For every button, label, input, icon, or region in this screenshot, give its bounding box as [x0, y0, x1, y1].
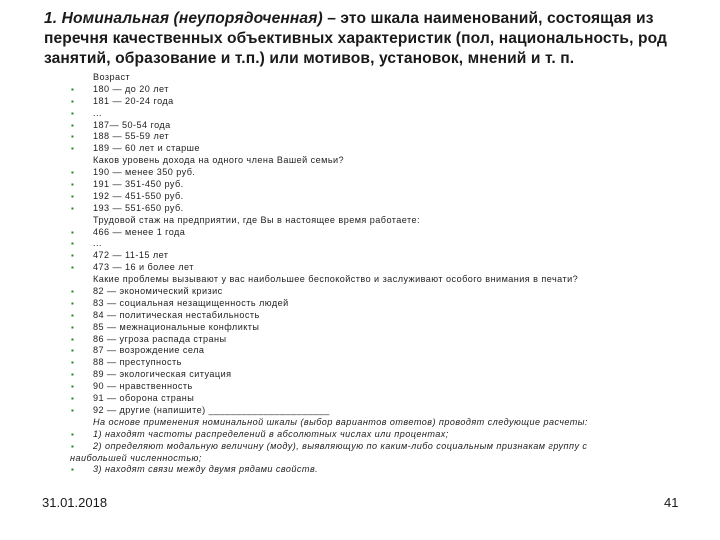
line-text: Трудовой стаж на предприятии, где Вы в настоящее время работаете:	[93, 214, 420, 225]
questionnaire-lines	[0, 72, 720, 476]
text-line	[0, 441, 720, 453]
line-text: 88 — преступность	[93, 357, 182, 368]
line-text: 3) находят связи между двумя рядами свойств.	[93, 464, 319, 475]
line-text: ...	[93, 107, 102, 118]
line-text: 472 — 11-15 лет	[93, 250, 169, 261]
text-line	[0, 405, 720, 417]
bullet-icon: ▪	[71, 251, 75, 261]
line-text: 84 — политическая нестабильность	[93, 309, 260, 320]
bullet-icon: ▪	[71, 429, 75, 439]
line-text: 90 — нравственность	[93, 381, 193, 392]
text-line	[0, 131, 720, 143]
text-line	[0, 298, 720, 310]
text-line	[0, 286, 720, 298]
bullet-icon: ▪	[71, 120, 75, 130]
line-text: 82 — экономический кризис	[93, 286, 223, 297]
text-line	[0, 250, 720, 262]
text-line	[0, 96, 720, 108]
bullet-icon: ▪	[71, 405, 75, 415]
text-line	[0, 191, 720, 203]
bullet-icon: ▪	[71, 168, 75, 178]
line-text: 1) находят частоты распределений в абсолютных числах или процентах;	[93, 428, 449, 439]
text-line	[0, 369, 720, 381]
bullet-icon: ▪	[71, 227, 75, 237]
line-text: 189 — 60 лет и старше	[93, 143, 200, 154]
text-line	[0, 238, 720, 250]
bullet-icon: ▪	[71, 465, 75, 475]
line-text: 473 — 16 и более лет	[93, 262, 194, 273]
text-line	[0, 310, 720, 322]
bullet-icon: ▪	[71, 180, 75, 190]
text-line	[0, 429, 720, 441]
text-line	[0, 262, 720, 274]
text-line	[0, 464, 720, 476]
line-text: 188 — 55-59 лет	[93, 131, 170, 142]
title-term: 1. Номинальная (неупорядоченная)	[44, 10, 323, 27]
title-definition: – это шкала наименований, состоящая из перечня качественных объективных характеристик (пол, национальность, род занятий, образование и т.п.) или мотивов, установок, мнений и т. п.	[44, 10, 668, 67]
slide-page-number: 41	[664, 495, 679, 510]
line-text: 87 — возрождение села	[93, 345, 205, 356]
line-text: Какие проблемы вызывают у вас наибольшее беспокойство и заслуживают особого внимания в печати?	[93, 274, 579, 285]
line-text: 2) определяют модальную величину (моду), выявляющую по каким-либо социальным признакам группу с	[93, 440, 588, 451]
line-text: 187— 50-54 года	[93, 119, 171, 130]
line-text: 180 — до 20 лет	[93, 83, 169, 94]
line-text: На основе применения номинальной шкалы (выбор вариантов ответов) проводят следующие расчеты:	[93, 416, 588, 427]
bullet-icon: ▪	[71, 322, 75, 332]
line-text: 92 — другие (напишите) ______________________	[93, 404, 330, 415]
slide-date: 31.01.2018	[42, 495, 108, 510]
text-line	[0, 215, 720, 227]
bullet-icon: ▪	[71, 191, 75, 201]
bullet-icon: ▪	[71, 144, 75, 154]
text-line	[0, 120, 720, 132]
bullet-icon: ▪	[71, 334, 75, 344]
text-line	[0, 72, 720, 84]
bullet-icon: ▪	[71, 310, 75, 320]
line-text: 86 — угроза распада страны	[93, 333, 227, 344]
text-line	[0, 203, 720, 215]
slide-title	[44, 9, 684, 69]
line-text: 89 — экологическая ситуация	[93, 369, 232, 380]
bullet-icon: ▪	[71, 84, 75, 94]
bullet-icon: ▪	[71, 263, 75, 273]
bullet-icon: ▪	[71, 394, 75, 404]
text-line	[0, 357, 720, 369]
text-line	[0, 453, 720, 465]
line-text: наибольшей численностью;	[70, 452, 202, 463]
line-text: Возраст	[93, 72, 131, 82]
text-line	[0, 334, 720, 346]
bullet-icon: ▪	[71, 203, 75, 213]
text-line	[0, 167, 720, 179]
line-text: Каков уровень дохода на одного члена Вашей семьи?	[93, 155, 345, 166]
text-line	[0, 155, 720, 167]
line-text: 85 — межнациональные конфликты	[93, 321, 260, 332]
bullet-icon: ▪	[71, 287, 75, 297]
text-line	[0, 274, 720, 286]
line-text: 91 — оборона страны	[93, 393, 195, 404]
bullet-icon: ▪	[71, 370, 75, 380]
bullet-icon: ▪	[71, 382, 75, 392]
bullet-icon: ▪	[71, 96, 75, 106]
bullet-icon: ▪	[71, 346, 75, 356]
text-line	[0, 322, 720, 334]
text-line	[0, 417, 720, 429]
text-line	[0, 345, 720, 357]
text-line	[0, 179, 720, 191]
text-line	[0, 84, 720, 96]
text-line	[0, 143, 720, 155]
text-line	[0, 393, 720, 405]
bullet-icon: ▪	[71, 239, 75, 249]
line-text: 466 — менее 1 года	[93, 226, 186, 237]
bullet-icon: ▪	[71, 298, 75, 308]
line-text: 181 — 20-24 года	[93, 95, 174, 106]
line-text: 190 — менее 350 руб.	[93, 167, 196, 178]
line-text: 83 — социальная незащищенность людей	[93, 297, 289, 308]
line-text: 193 — 551-650 руб.	[93, 202, 184, 213]
text-line	[0, 108, 720, 120]
text-line	[0, 381, 720, 393]
line-text: ...	[93, 238, 102, 249]
bullet-icon: ▪	[71, 441, 75, 451]
bullet-icon: ▪	[71, 132, 75, 142]
bullet-icon: ▪	[71, 108, 75, 118]
line-text: 192 — 451-550 руб.	[93, 190, 184, 201]
bullet-icon: ▪	[71, 358, 75, 368]
line-text: 191 — 351-450 руб.	[93, 179, 184, 190]
text-line	[0, 227, 720, 239]
